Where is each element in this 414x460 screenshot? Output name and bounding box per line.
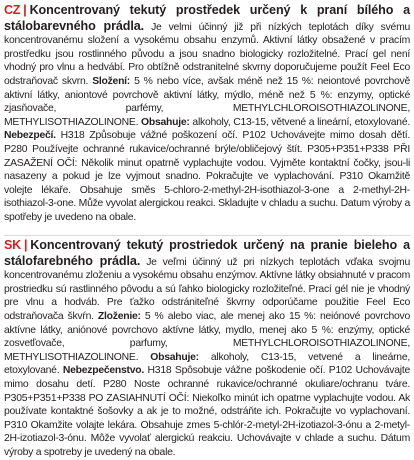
contains-sk: alkoholy, C13-15, vetvené a lineárne, etoxylované.	[4, 351, 411, 377]
slovak-paragraph	[4, 238, 410, 460]
language-code-sk: SK	[4, 238, 21, 252]
language-separator: |	[23, 2, 27, 17]
composition-sk: 5 % alebo viac, ale menej ako 15 %: neiónové povrchovo aktívne látky, aniónové povrchovo aktívne látky, mydlo, menej ako 5 %: enzýmy, optické zosvetľovače, parfumy, METHYLCHLOROISOTHIAZOLINONE, METHYLISOTHIAZOLINONE.	[4, 310, 410, 363]
language-separator: |	[23, 237, 28, 252]
language-code-cz: CZ	[4, 3, 21, 17]
hazard-statements-sk: H318 Spôsobuje vážne poškodenie očí. P102 Uchovávajte mimo dosahu detí. P280 Noste ochranné rukavice/ochranné okuliare/ochranu tváre. P305+P351+P338 PO ZASIAHNUTÍ OČÍ: Niekoľko minút ich opatrne vyplachujte vodou. Ak používate kontaktné šošovky a ak je to možné, odstráňte ich. Pokračujte vo vyplachovaní. P310 Okamžite volajte lekára. Obsahuje zmes 5-chlór-2-metyl-2H-izotiazol-3-ónu a 2-metyl-2H-izotiazol-3-ónu. Môže vyvolať alergickú reakciu. Uchovávajte v chlade a suchu. Dátum výroby a spotreby je uvedený na obale.	[4, 365, 410, 458]
danger-label-cz: Nebezpečí.	[4, 130, 56, 142]
section-divider	[4, 235, 410, 236]
composition-label-cz: Složení:	[92, 75, 131, 87]
czech-section	[4, 3, 410, 225]
danger-label-sk: Nebezpečenstvo.	[62, 365, 145, 377]
composition-cz: 5 % nebo více, avšak méně než 15 %: neiontové povrchově aktivní látky, aniontové povrchově aktivní látky, mýdlo, méně než 5 %: enzymy, optické zjasňovače, parfémy, METHYLCHLOROISOTHIAZOLINONE, METHYLISOTHIAZOLINONE.	[4, 75, 411, 128]
czech-paragraph	[4, 3, 410, 225]
description-sk: Je veľmi účinný už pri nízkych teplotách vďaka svojmu koncentrovanému zloženiu a vysokému obsahu enzýmov. Aktívne látky obsiahnuté v pracom prostriedku sú rastlinného pôvodu a sú ľahko biologicky rozložiteľné. Prací gél nie je vhodný pre vlnu a hodváb. Pre ťažko odstrániteľné škvrny odporúčame použitie Feel Eco odstraňovača škvŕn.	[4, 256, 410, 322]
composition-label-sk: Zloženie:	[97, 310, 141, 322]
contains-label-sk: Obsahuje:	[150, 351, 199, 363]
product-label	[4, 2, 411, 458]
hazard-statements-cz: H318 Způsobuje vážné poškození očí. P102 Uchovávejte mimo dosah dětí. P280 Používejte ochranné rukavice/ochranné brýle/obličejový štít. P305+P351+P338 PŘI ZASAŽENÍ OČÍ: Několik minut opatrně vyplachujte vodou. Vyjměte kontaktní čočky, jsou-li nasazeny a pokud je lze vyjmout snadno. Pokračujte ve vyplachování. P310 Okamžitě volejte lékaře. Obsahuje směs 5-chloro-2-methyl-2H-isothiazol-3-one a 2-methyl-2H-isothiazol-3-one. Může vyvolat alergickou reakci. Skladujte v chladu a suchu. Datum výroby a spotřeby je uvedeno na obale.	[4, 130, 410, 223]
contains-cz: alkoholy, C13-15, větvené a lineární, etoxylované.	[189, 116, 410, 128]
product-title-sk: Koncentrovaný tekutý prostriedok určený na pranie bieleho a stálofarebného prádla.	[4, 238, 410, 268]
contains-label-cz: Obsahuje:	[141, 116, 190, 128]
slovak-section	[4, 238, 410, 460]
description-cz: Je velmi účinný již při nízkých teplotách díky svému koncentrovanému složení a vysokému obsahu enzymů. Aktivní látky obsažené v pracím prostředku jsou rostlinného původu a jsou snadno biologicky rozložitelné. Prací gel není vhodný pro vlnu a hedvábí. Pro obtížně odstranitelné skvrny doporučujeme použít Feel Eco odstraňovač skvrn.	[4, 21, 410, 87]
product-title-cz: Koncentrovaný tekutý prostředek určený k praní bílého a stálobarevného prádla.	[4, 3, 410, 33]
